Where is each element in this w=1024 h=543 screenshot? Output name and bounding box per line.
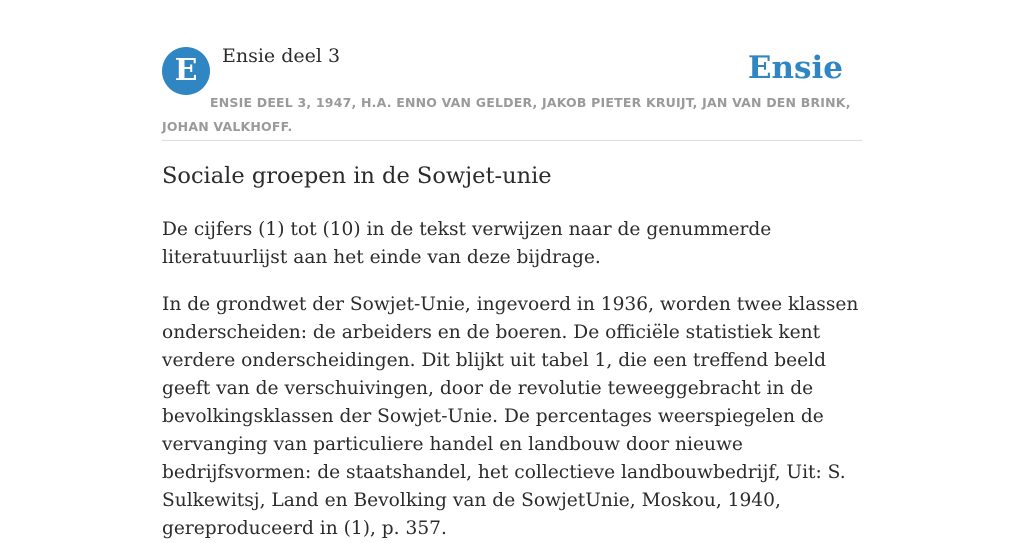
brand-logo[interactable]: Ensie [747,50,843,86]
page [162,0,862,539]
book-meta: ENSIE DEEL 3, 1947, H.A. ENNO VAN GELDER, JAKOB PIETER KRUIJT, JAN VAN DEN BRINK, JOHAN VALKHOFF. [162,95,851,134]
article-paragraph: In de grondwet der Sowjet-Unie, ingevoerd in 1936, worden twee klassen onderscheiden: de arbeiders en de boeren. De officiële statistiek kent verdere onderscheidingen. Dit blijkt uit tabel 1, die een treffend beeld geeft van de verschuivingen, door de revolutie teweeggebracht in de bevolkingsklassen der Sowjet-Unie. De percentages weerspiegelen de vervanging van particuliere handel en landbouw door nieuwe bedrijfsvormen: de staatshandel, het collectieve landbouwbedrijf, Uit: S. Sulkewitsj, Land en Bevolking van de SowjetUnie, Moskou, 1940, gereproduceerd in (1), p. 357. [162,294,859,539]
article-paragraph: De cijfers (1) tot (10) in de tekst verwijzen naar de genummerde literatuurlijst aan het einde van deze bijdrage. [162,219,772,268]
article-title: Sociale groepen in de Sowjet-unie [162,163,552,189]
header [162,0,862,141]
book-title[interactable]: Ensie deel 3 [222,45,341,67]
ensie-logo-icon[interactable]: E [162,47,210,95]
